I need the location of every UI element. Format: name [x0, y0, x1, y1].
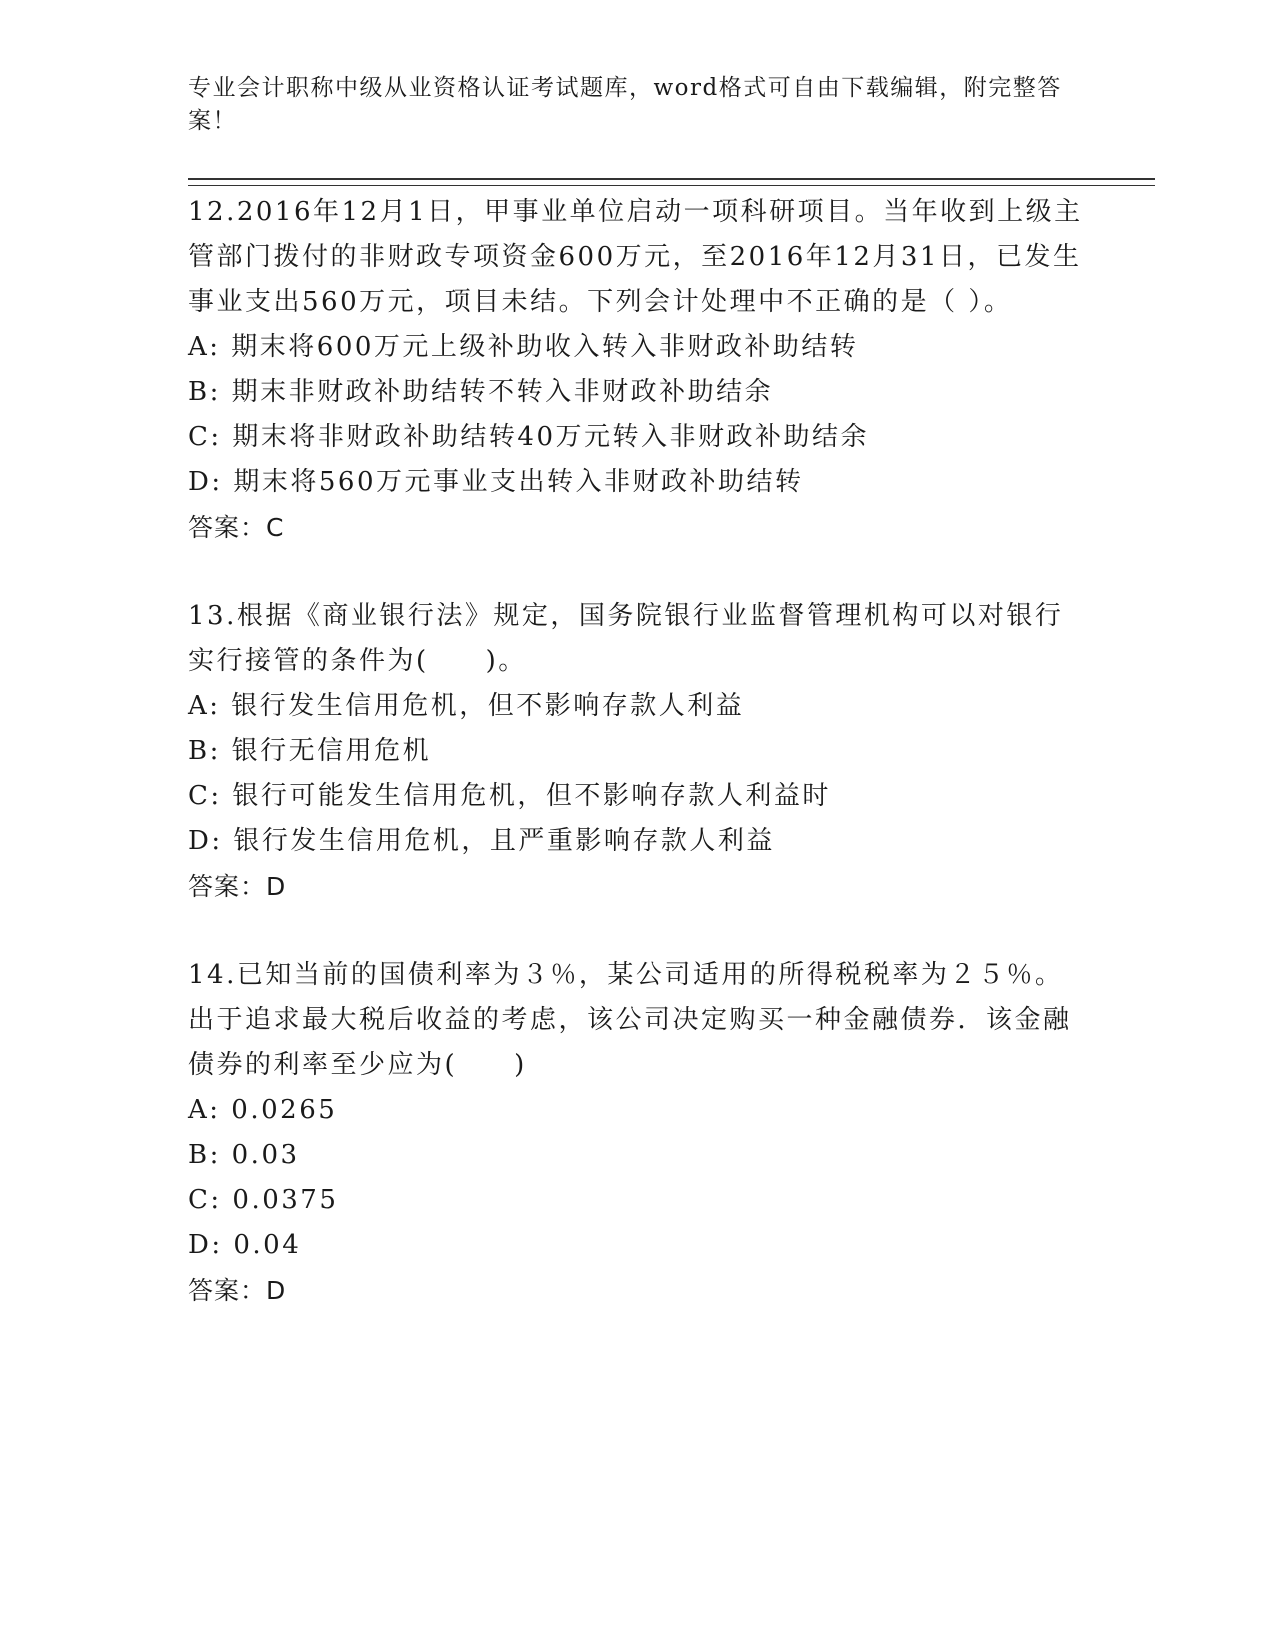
option-a: A: 期末将600万元上级补助收入转入非财政补助结转: [188, 332, 859, 362]
option-b: B: 0.03: [188, 1140, 300, 1170]
option-d: D: 期末将560万元事业支出转入非财政补助结转: [188, 467, 804, 497]
question-13: [188, 594, 1088, 909]
question-text: 13.根据《商业银行法》规定，国务院银行业监督管理机构可以对银行实行接管的条件为( )。: [188, 601, 1064, 676]
option-c: C: 银行可能发生信用危机，但不影响存款人利益时: [188, 781, 831, 811]
question-14: [188, 953, 1088, 1313]
question-text: 14.已知当前的国债利率为３％，某公司适用的所得税税率为２５％。出于追求最大税后收益的考虑，该公司决定购买一种金融债券．该金融债券的利率至少应为( ): [188, 960, 1072, 1080]
option-d: D: 0.04: [188, 1230, 302, 1260]
option-a: A: 0.0265: [188, 1095, 338, 1125]
option-d: D: 银行发生信用危机，且严重影响存款人利益: [188, 826, 775, 856]
answer: 答案：C: [188, 513, 285, 542]
page-header: 专业会计职称中级从业资格认证考试题库，word格式可自由下载编辑，附完整答案！: [188, 75, 1062, 134]
option-c: C: 期末将非财政补助结转40万元转入非财政补助结余: [188, 422, 870, 452]
option-b: B: 期末非财政补助结转不转入非财政补助结余: [188, 377, 774, 407]
option-c: C: 0.0375: [188, 1185, 339, 1215]
question-text: 12.2016年12月1日，甲事业单位启动一项科研项目。当年收到上级主管部门拨付的非财政专项资金600万元，至2016年12月31日，已发生事业支出560万元，项目未结。下列会计处理中不正确的是（ ）。: [188, 197, 1083, 317]
answer: 答案：D: [188, 872, 287, 901]
question-list: [188, 190, 1088, 1357]
option-b: B: 银行无信用危机: [188, 736, 432, 766]
header-divider: [188, 178, 1155, 186]
question-12: [188, 190, 1088, 550]
option-a: A: 银行发生信用危机，但不影响存款人利益: [188, 691, 745, 721]
answer: 答案：D: [188, 1276, 287, 1305]
